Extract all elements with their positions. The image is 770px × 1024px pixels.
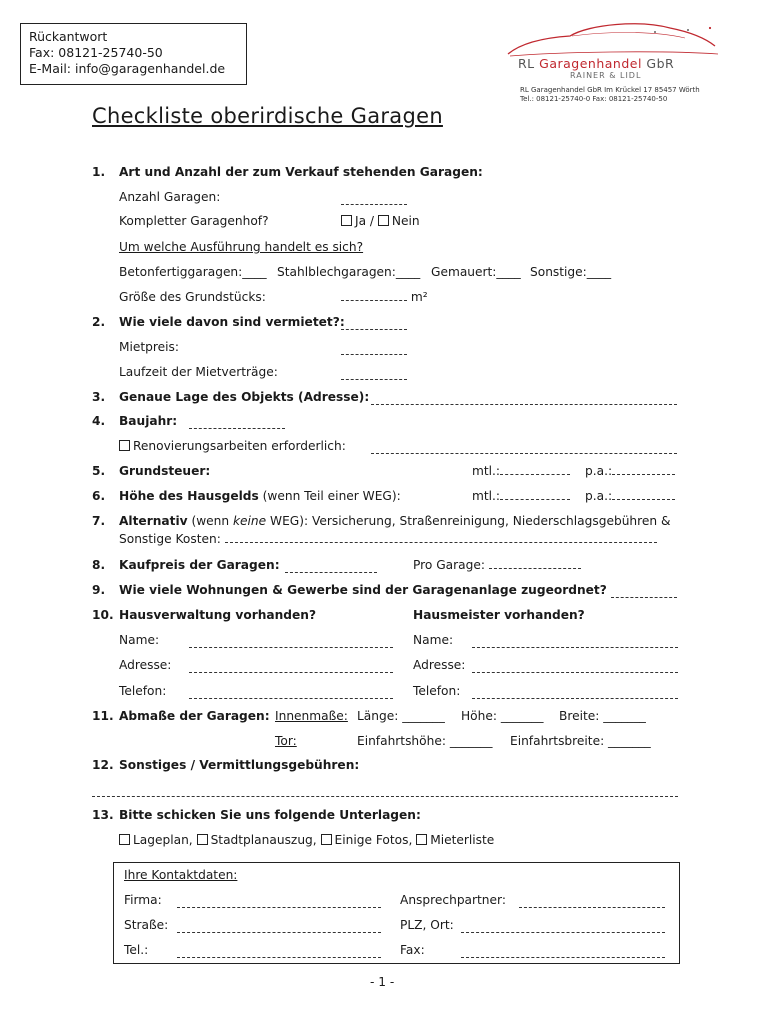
field-ansprechpartner[interactable] — [519, 897, 665, 908]
field-kaufpreis[interactable] — [285, 562, 377, 573]
field-sonstiges[interactable] — [92, 786, 678, 797]
checkbox-ja[interactable] — [341, 215, 352, 226]
label-fotos: Einige Fotos, — [334, 833, 413, 847]
label-fax: Fax: — [400, 943, 425, 957]
label-telefon: Telefon: — [413, 684, 461, 698]
contact-title: Ihre Kontaktdaten: — [124, 868, 238, 882]
item-number: 13. — [92, 808, 114, 822]
label-lageplan: Lageplan, — [133, 833, 193, 847]
label-mtl: mtl.: — [472, 489, 501, 503]
label-strasse: Straße: — [124, 918, 169, 932]
label-laufzeit: Laufzeit der Mietverträge: — [119, 365, 278, 379]
question-5: Grundsteuer: — [119, 464, 211, 478]
field-hv-name[interactable] — [189, 637, 393, 648]
field-firma[interactable] — [177, 897, 381, 908]
field-hm-telefon[interactable] — [472, 688, 678, 699]
question-8: Kaufpreis der Garagen: — [119, 558, 280, 572]
label-ja: Ja / — [355, 214, 375, 228]
field-einfahrtsbreite[interactable]: Einfahrtsbreite: _______ — [510, 734, 651, 748]
checkbox-mieterliste[interactable] — [416, 834, 427, 845]
field-grundstueck[interactable] — [341, 290, 407, 301]
field-grundsteuer-pa[interactable] — [612, 464, 675, 475]
question-7: Alternativ — [119, 514, 188, 528]
label-nein: Nein — [391, 214, 420, 228]
reply-fax: Fax: 08121-25740-50 — [29, 45, 163, 60]
logo-prefix: RL — [518, 56, 535, 71]
question-7-text: WEG): Versicherung, Straßenreinigung, Niederschlagsgebühren & — [270, 514, 671, 528]
page-number: - 1 - — [370, 975, 395, 989]
reply-box — [20, 23, 247, 85]
question-7-text: (wenn — [191, 514, 230, 528]
field-beton[interactable]: Betonfertiggaragen:____ — [119, 265, 267, 279]
field-pro-garage[interactable] — [489, 558, 581, 569]
item-number: 11. — [92, 709, 114, 723]
question-10-right: Hausmeister vorhanden? — [413, 608, 585, 622]
logo-brand: Garagenhandel — [539, 56, 642, 71]
label-ausfuehrung: Um welche Ausführung handelt es sich? — [119, 240, 364, 254]
field-hm-name[interactable] — [472, 637, 678, 648]
question-7-emphasis: keine — [232, 514, 267, 528]
label-anzahl: Anzahl Garagen: — [119, 190, 221, 204]
field-breite[interactable]: Breite: _______ — [559, 709, 646, 723]
item-number: 10. — [92, 608, 114, 622]
label-innenmasse: Innenmaße: — [275, 709, 348, 723]
question-2: Wie viele davon sind vermietet?: — [119, 315, 345, 329]
field-grundsteuer-mtl[interactable] — [500, 464, 570, 475]
reply-email: E-Mail: info@garagenhandel.de — [29, 61, 226, 76]
field-sonstige[interactable]: Sonstige:____ — [530, 265, 612, 279]
item-number: 8. — [92, 558, 106, 572]
logo-contact: Tel.: 08121-25740-0 Fax: 08121-25740-50 — [520, 95, 668, 103]
checkbox-renovierung[interactable] — [119, 440, 130, 451]
field-hv-adresse[interactable] — [189, 662, 393, 673]
field-hm-adresse[interactable] — [472, 662, 678, 673]
label-name: Name: — [413, 633, 454, 647]
question-13: Bitte schicken Sie uns folgende Unterlagen: — [119, 808, 421, 822]
checkbox-lageplan[interactable] — [119, 834, 130, 845]
field-strasse[interactable] — [177, 922, 381, 933]
field-laenge[interactable]: Länge: _______ — [357, 709, 445, 723]
item-number: 4. — [92, 414, 106, 428]
label-stadtplan: Stadtplanauszug, — [210, 833, 317, 847]
question-12: Sonstiges / Vermittlungsgebühren: — [119, 758, 360, 772]
label-pa: p.a.: — [585, 464, 613, 478]
item-number: 12. — [92, 758, 114, 772]
question-6: Höhe des Hausgelds — [119, 489, 259, 503]
field-wohnungen[interactable] — [611, 587, 677, 598]
field-gemauert[interactable]: Gemauert:____ — [431, 265, 521, 279]
question-6-note: (wenn Teil einer WEG): — [262, 489, 401, 503]
field-hausgeld-pa[interactable] — [612, 489, 675, 500]
page-title: Checkliste oberirdische Garagen — [92, 104, 443, 128]
field-einfahrtshoehe[interactable]: Einfahrtshöhe: _______ — [357, 734, 493, 748]
label-telefon: Telefon: — [119, 684, 167, 698]
field-baujahr[interactable] — [189, 418, 285, 429]
item-number: 9. — [92, 583, 106, 597]
field-plz-ort[interactable] — [461, 922, 665, 933]
label-garagenhof: Kompletter Garagenhof? — [119, 214, 269, 228]
label-mietpreis: Mietpreis: — [119, 340, 179, 354]
field-hv-telefon[interactable] — [189, 688, 393, 699]
item-number: 6. — [92, 489, 106, 503]
field-stahl[interactable]: Stahlblechgaragen:____ — [277, 265, 421, 279]
question-9: Wie viele Wohnungen & Gewerbe sind der Garagenanlage zugeordnet? — [119, 583, 607, 597]
item-number: 2. — [92, 315, 106, 329]
field-anzahl[interactable] — [341, 194, 407, 205]
field-laufzeit[interactable] — [341, 369, 407, 380]
label-ansprechpartner: Ansprechpartner: — [400, 893, 506, 907]
label-tel: Tel.: — [124, 943, 149, 957]
question-10: Hausverwaltung vorhanden? — [119, 608, 317, 622]
question-4: Baujahr: — [119, 414, 178, 428]
label-pro-garage: Pro Garage: — [413, 558, 485, 572]
label-adresse: Adresse: — [119, 658, 172, 672]
label-mtl: mtl.: — [472, 464, 501, 478]
logo-address: RL Garagenhandel GbR Im Krückel 17 85457 Wörth — [520, 86, 700, 94]
label-mieterliste: Mieterliste — [430, 833, 495, 847]
checkbox-fotos[interactable] — [321, 834, 332, 845]
item-number: 5. — [92, 464, 106, 478]
label-renovierung: Renovierungsarbeiten erforderlich: — [133, 439, 346, 453]
field-adresse-objekt[interactable] — [371, 394, 677, 405]
logo-owners: RAINER & LIDL — [570, 71, 642, 80]
question-1: Art und Anzahl der zum Verkauf stehenden Garagen: — [119, 165, 483, 179]
logo-suffix: GbR — [646, 56, 675, 71]
question-3: Genaue Lage des Objekts (Adresse): — [119, 390, 370, 404]
label-firma: Firma: — [124, 893, 162, 907]
field-tel[interactable] — [177, 947, 381, 958]
field-mietpreis[interactable] — [341, 344, 407, 355]
question-11: Abmaße der Garagen: — [119, 709, 270, 723]
field-renovierung[interactable] — [371, 443, 677, 454]
label-pa: p.a.: — [585, 489, 613, 503]
checkbox-nein[interactable] — [378, 215, 389, 226]
reply-title: Rückantwort — [29, 29, 108, 44]
checkbox-stadtplan[interactable] — [197, 834, 208, 845]
company-logo — [500, 14, 725, 84]
label-name: Name: — [119, 633, 160, 647]
label-adresse: Adresse: — [413, 658, 466, 672]
unit-m2: m² — [410, 290, 428, 304]
label-sonstige-kosten: Sonstige Kosten: — [119, 532, 221, 546]
item-number: 7. — [92, 514, 106, 528]
field-vermietet[interactable] — [341, 319, 407, 330]
item-number: 1. — [92, 165, 106, 179]
field-hausgeld-mtl[interactable] — [500, 489, 570, 500]
field-fax[interactable] — [461, 947, 665, 958]
label-grundstueck: Größe des Grundstücks: — [119, 290, 266, 304]
item-number: 3. — [92, 390, 106, 404]
label-plz-ort: PLZ, Ort: — [400, 918, 454, 932]
field-hoehe[interactable]: Höhe: _______ — [461, 709, 544, 723]
field-sonstige-kosten[interactable] — [225, 532, 657, 543]
label-tor: Tor: — [275, 734, 297, 748]
